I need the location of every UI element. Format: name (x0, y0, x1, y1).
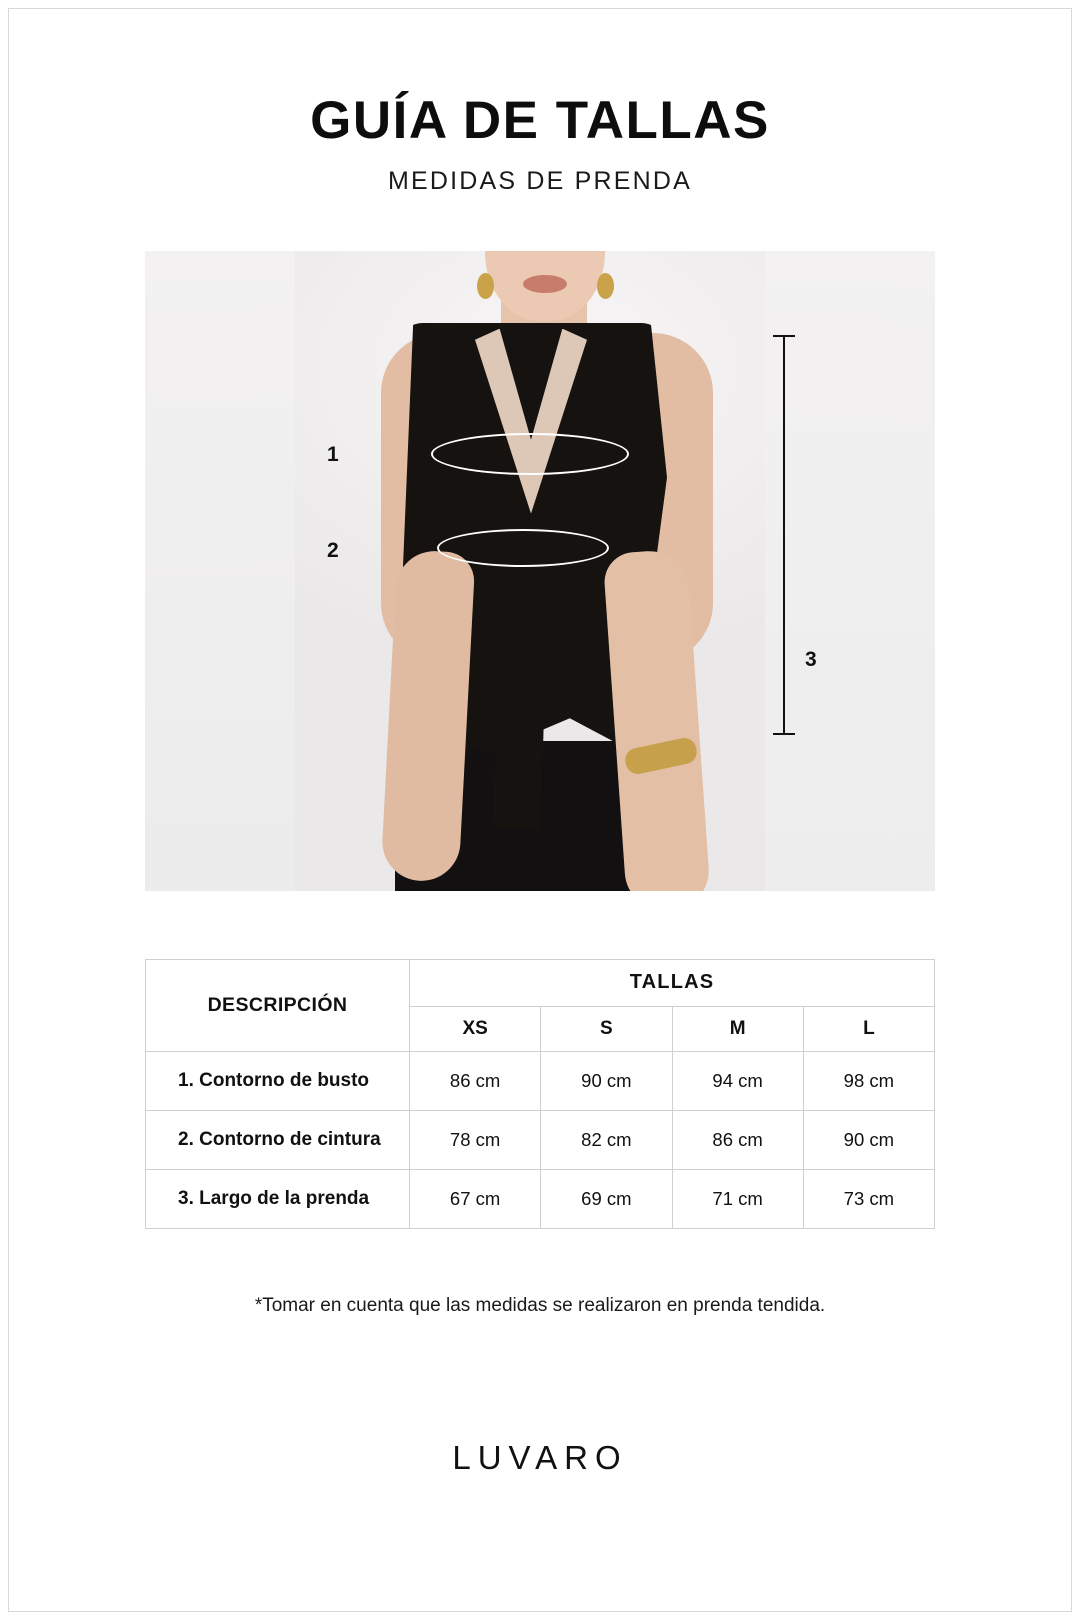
model-lips (523, 275, 567, 293)
page-title: GUÍA DE TALLAS (310, 91, 770, 150)
bust-measure-ellipse (431, 433, 629, 475)
table-header-row-1 (146, 959, 935, 1006)
table-row (146, 1051, 935, 1110)
brand-logo: LUVARO (452, 1438, 628, 1476)
cell-length-l: 73 cm (803, 1169, 934, 1228)
garment-photo (145, 251, 935, 891)
page-subtitle: MEDIDAS DE PRENDA (387, 166, 693, 195)
row-label-length: 3. Largo de la prenda (146, 1169, 410, 1228)
row-label-waist: 2. Contorno de cintura (146, 1110, 410, 1169)
table-row (146, 1110, 935, 1169)
size-header-l: L (803, 1006, 934, 1051)
cell-waist-s: 82 cm (541, 1110, 672, 1169)
cell-bust-l: 98 cm (803, 1051, 934, 1110)
earring-right (597, 273, 614, 299)
size-header-m: M (672, 1006, 803, 1051)
size-header-s: S (541, 1006, 672, 1051)
cell-waist-l: 90 cm (803, 1110, 934, 1169)
cell-length-s: 69 cm (541, 1169, 672, 1228)
model-illustration (145, 251, 935, 891)
marker-1: 1 (327, 442, 339, 466)
length-line-bottom-cap (773, 733, 795, 735)
footnote: *Tomar en cuenta que las medidas se realizaron en prenda tendida. (254, 1294, 826, 1316)
length-measure-line (783, 335, 785, 735)
cell-waist-xs: 78 cm (410, 1110, 541, 1169)
marker-3: 3 (805, 647, 817, 671)
cell-bust-xs: 86 cm (410, 1051, 541, 1110)
description-header: DESCRIPCIÓN (146, 959, 410, 1051)
header (9, 93, 1071, 196)
cell-length-m: 71 cm (672, 1169, 803, 1228)
cell-bust-m: 94 cm (672, 1051, 803, 1110)
measurements-table (145, 959, 935, 1229)
cell-bust-s: 90 cm (541, 1051, 672, 1110)
measurements-table-wrapper (145, 959, 935, 1229)
length-line-top-cap (773, 335, 795, 337)
table-row (146, 1169, 935, 1228)
waist-measure-ellipse (437, 529, 609, 567)
size-header-xs: XS (410, 1006, 541, 1051)
marker-2: 2 (327, 538, 339, 562)
earring-left (477, 273, 494, 299)
cell-length-xs: 67 cm (410, 1169, 541, 1228)
cell-waist-m: 86 cm (672, 1110, 803, 1169)
size-guide-page (8, 8, 1072, 1612)
sizes-group-header: TALLAS (410, 959, 935, 1006)
row-label-bust: 1. Contorno de busto (146, 1051, 410, 1110)
